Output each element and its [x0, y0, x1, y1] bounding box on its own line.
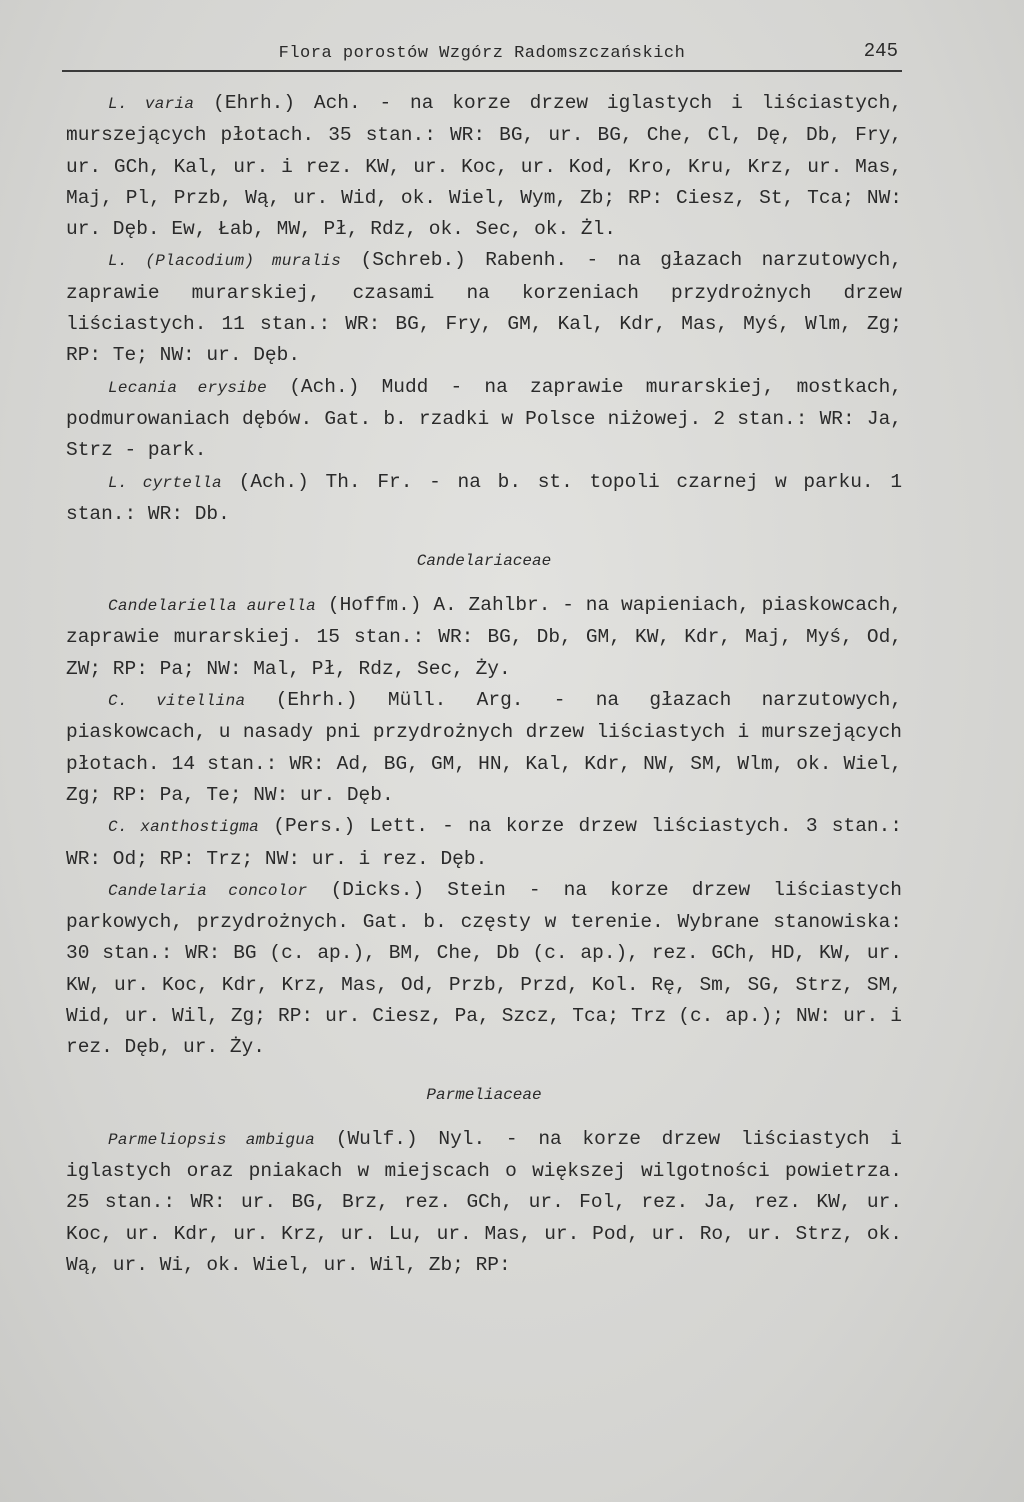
- species-entry-parmeliopsis-ambigua: [66, 1124, 902, 1281]
- species-description: (Ach.) Mudd - na zaprawie murarskiej, mostkach, podmurowaniach dębów. Gat. b. rzadki w Polsce niżowej. 2 stan.: WR: Ja, Strz - park.: [66, 375, 903, 462]
- species-entry-lecanora-varia: [66, 88, 902, 245]
- species-description: (Ach.) Th. Fr. - na b. st. topoli czarnej w parku. 1 stan.: WR: Db.: [66, 470, 903, 525]
- running-title: Flora porostów Wzgórz Radomszczańskich: [278, 44, 686, 63]
- species-entry-candelariella-aurella: [66, 590, 902, 685]
- species-description: (Ehrh.) Müll. Arg. - na głazach narzutowych, piaskowcach, u nasady pni przydrożnych drzew liściastych i murszejących płotach. 14 stan.: WR: Ad, BG, GM, HN, Kal, Kdr, NW, SM, Wlm, ok. Wiel, Zg; RP: Pa, Te; NW: ur. Dęb.: [66, 689, 903, 806]
- family-heading-candelariaceae: Candelariaceae: [416, 552, 552, 571]
- species-entry-lecania-cyrtella: [66, 467, 902, 531]
- species-description: (Hoffm.) A. Zahlbr. - na wapieniach, piaskowcach, zaprawie murarskiej. 15 stan.: WR: BG, Db, GM, KW, Kdr, Maj, Myś, Od, ZW; RP: Pa; NW: Mal, Pł, Rdz, Sec, Ży.: [66, 594, 902, 680]
- species-entry-lecania-erysibe: [66, 372, 902, 467]
- species-name: Candelariella aurella: [108, 597, 317, 616]
- species-entry-candelaria-concolor: [66, 875, 902, 1064]
- page-number: 245: [863, 40, 898, 62]
- family-heading-parmeliaceae: Parmeliaceae: [426, 1085, 542, 1104]
- species-name: L. varia: [108, 95, 195, 113]
- species-description: (Dicks.) Stein - na korze drzew liściastych parkowych, przydrożnych. Gat. b. częsty w terenie. Wybrane stanowiska: 30 stan.: WR: BG (c. ap.), BM, Che, Db (c. ap.), rez. GCh, HD, KW, ur. KW, ur. Koc, Kdr, Krz, Mas, Od, Przb, Przd, Kol. Rę, Sm, SG, Strz, SM, Wid, ur. Wil, Zg; RP: ur. Ciesz, Pa, Szcz, Tca; Trz (c. ap.); NW: ur. i rez. Dęb, ur. Ży.: [66, 878, 903, 1059]
- species-name: C. xanthostigma: [108, 818, 260, 837]
- species-entry-candelariella-xanthostigma: [66, 811, 902, 875]
- species-name: L. cyrtella: [108, 473, 222, 492]
- page-body: [66, 88, 902, 1281]
- species-description: (Pers.) Lett. - na korze drzew liściastych. 3 stan.: WR: Od; RP: Trz; NW: ur. i rez. Dęb.: [66, 815, 903, 870]
- species-entry-candelariella-vitellina: [66, 685, 902, 811]
- species-name: L. (Placodium) muralis: [108, 252, 342, 271]
- species-description: (Wulf.) Nyl. - na korze drzew liściastych i iglastych oraz pniakach w miejscach o większej wilgotności powietrza. 25 stan.: WR: ur. BG, Brz, rez. GCh, ur. Fol, rez. Ja, rez. KW, ur. Koc, ur. Kdr, ur. Krz, ur. Lu, ur. Mas, ur. Pod, ur. Ro, ur. Strz, ok. Wą, ur. Wi, ok. Wiel, ur. Wil, Zb; RP:: [66, 1127, 903, 1276]
- species-entry-lecanora-muralis: [66, 245, 902, 371]
- page-header: [62, 36, 902, 72]
- species-description: (Schreb.) Rabenh. - na głazach narzutowych, zaprawie murarskiej, czasami na korzeniach przydrożnych drzew liściastych. 11 stan.: WR: BG, Fry, GM, Kal, Kdr, Mas, Myś, Wlm, Zg; RP: Te; NW: ur. Dęb.: [66, 249, 903, 367]
- species-name: C. vitellina: [108, 692, 246, 711]
- species-name: Candelaria concolor: [108, 881, 308, 900]
- species-name: Lecania erysibe: [108, 378, 267, 397]
- species-description: (Ehrh.) Ach. - na korze drzew iglastych i liściastych, murszejących płotach. 35 stan.: WR: BG, ur. BG, Che, Cl, Dę, Db, Fry, ur. GCh, Kal, ur. i rez. KW, ur. Koc, ur. Kod, Kro, Kru, Krz, ur. Mas, Maj, Pl, Przb, Wą, ur. Wid, ok. Wiel, Wym, Zb; RP: Ciesz, St, Tca; NW: ur. Dęb. Ew, Łab, MW, Pł, Rdz, ok. Sec, ok. Żl.: [66, 92, 903, 241]
- species-name: Parmeliopsis ambigua: [108, 1130, 316, 1149]
